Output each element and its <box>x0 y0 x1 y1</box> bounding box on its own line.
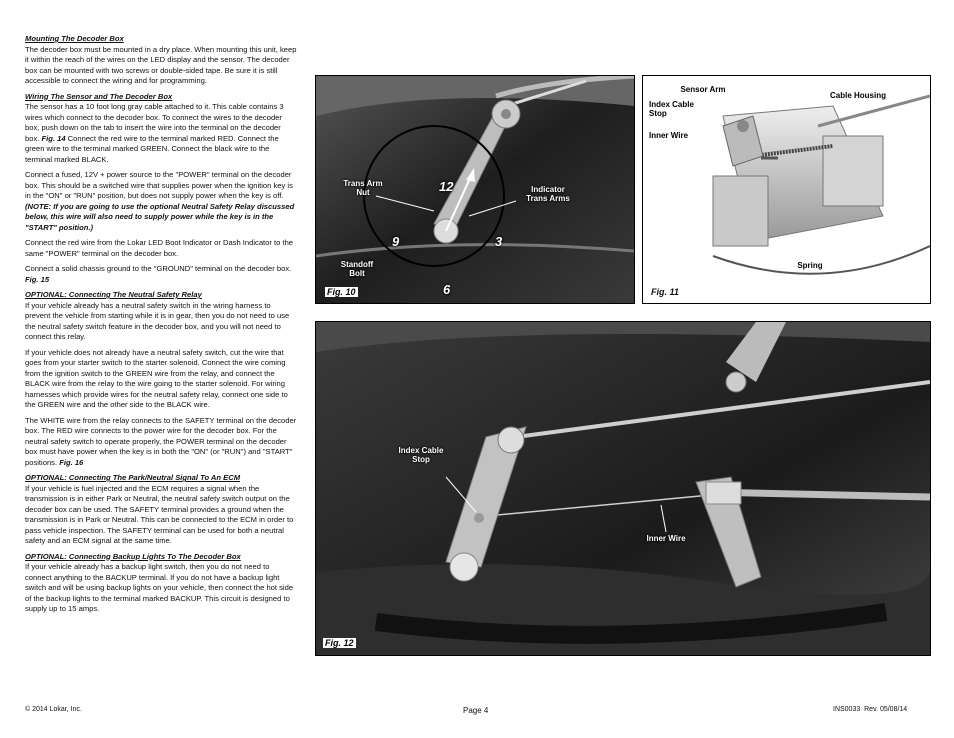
figure-label: Fig. 10 <box>327 287 356 297</box>
section-body: The WHITE wire from the relay connects to the SAFETY terminal on the decoder box. The RED wire connects to the power wire for the decoder box. For the neutral safety switch to operate properly, the POWER terminal on the decoder box must have power when the key is in both the "ON" (or "RUN") and "START" positions. <box>25 415 297 467</box>
section-body: If your vehicle already has a neutral safety switch in the wiring harness to prevent the vehicle from starting while it is in gear, then you do not need to use the neutral safety switch feature in the decoder box, and you will not need to connect this relay. <box>25 300 290 341</box>
paragraph <box>25 348 297 411</box>
callout-inner-wire: Inner Wire <box>646 534 686 543</box>
figure-reference: Fig. 14 <box>41 133 66 143</box>
paragraph <box>25 170 297 233</box>
section-title: OPTIONAL: Connecting The Park/Neutral Signal To An ECM <box>25 473 241 482</box>
note-text: (NOTE: If you are going to use the optional Neutral Safety Relay discussed below, this wire will also need to supply power while the key is in the "START" position.) <box>25 201 295 232</box>
section-mounting <box>25 34 297 87</box>
section-body: Connect a fused, 12V + power source to the "POWER" terminal on the decoder box. This should be a switched wire that supplies power when the ignition key is in the "ON" or "RUN" position, but does not supply power when the key is off. <box>25 170 293 200</box>
clock-3: 3 <box>495 234 503 249</box>
section-title: Mounting The Decoder Box <box>25 34 124 43</box>
footer-document-id: INS0033 Rev. 05/08/14 <box>833 706 908 713</box>
section-body: The sensor has a 10 foot long gray cable attached to it. This cable contains 3 wires which connect to the decoder box. To connect the wires to the decoder box, push down on the tab to insert the wire into the terminal on the decoder box. <box>25 102 284 143</box>
section-body: If your vehicle does not already have a neutral safety switch, cut the wire that goes from your starter switch to the starter solenoid. Connect the wire coming from the ignition switch to the GREEN wire from the relay, and connect the BLACK wire from the relay to the wire going to the starter solenoid. For wiring harnesses which provide wires for the neutral safety relay, connect one side to the GREEN wire and the other side to the BLACK wire. <box>25 347 288 409</box>
section-body: If your vehicle already has a backup light switch, then you do not need to connect anything to the BACKUP terminal. If you do not have a backup light switch and will be using backup lights on your vehicle, then connect the hot side of the backup lights to the terminal marked BACKUP. This circuit is designed to supply up to 15 amps. <box>25 562 294 613</box>
callout-index-cable-stop: Index Cable Stop <box>398 446 444 464</box>
section-title: OPTIONAL: Connecting Backup Lights To The Decoder Box <box>25 551 241 561</box>
footer-copyright: © 2014 Lokar, Inc. <box>25 706 82 713</box>
callout-standoff-bolt: Standoff Bolt <box>340 260 374 278</box>
figure-10-photo <box>315 75 635 304</box>
fig12-illustration <box>316 322 930 655</box>
figure-11-photo <box>642 75 931 304</box>
paragraph <box>25 264 297 285</box>
section-body: The decoder box must be mounted in a dry place. When mounting this unit, keep it within the reach of the wires on the LED display and the sensor. The decoder box can be mounted with two screws or double-sided tape. Be sure it is still accessible to connect the wiring and for programming. <box>25 44 297 85</box>
callout-spring: Spring <box>797 261 823 270</box>
figure-reference: Fig. 15 <box>25 274 50 284</box>
section-body: Connect the red wire from the Lokar LED Boot Indicator or Dash Indicator to the same "POWER" terminal on the decoder box. <box>25 238 294 258</box>
callout-index-cable-stop: Index Cable Stop <box>649 100 694 118</box>
section-title: Wiring The Sensor and The Decoder Box <box>25 91 173 101</box>
footer-page-number: Page 4 <box>463 706 489 715</box>
section-neutral-safety <box>25 290 297 343</box>
clock-12: 12 <box>439 179 454 194</box>
section-backup-lights <box>25 552 297 615</box>
callout-trans-arm-nut: Trans Arm Nut <box>343 179 383 197</box>
figure-label: Fig. 12 <box>325 638 354 648</box>
callout-indicator-trans-arms: Indicator Trans Arms <box>526 185 570 203</box>
clock-9: 9 <box>392 234 400 249</box>
figure-reference: Fig. 16 <box>59 457 84 467</box>
section-body: If your vehicle is fuel injected and the ECM requires a signal when the transmission is in either Park or Neutral, the neutral safety switch output on the decoder box can be used. The SAFETY terminal provides a ground when the transmission is in Park or Neutral. This can be connected to the ECM in order to pass vehicle inspection. The SAFETY terminal can be used for both a neutral safety and an ECM signal at the same time. <box>25 483 294 545</box>
section-body: Connect a solid chassis ground to the "GROUND" terminal on the decoder box. <box>25 264 292 273</box>
section-body: Connect the red wire to the terminal marked RED. Connect the green wire to the terminal marked GREEN. Connect the black wire to the terminal marked BLACK. <box>25 133 279 164</box>
section-title: OPTIONAL: Connecting The Neutral Safety Relay <box>25 290 202 299</box>
callout-sensor-arm: Sensor Arm <box>680 85 726 94</box>
paragraph <box>25 416 297 469</box>
callout-cable-housing: Cable Housing <box>829 91 886 100</box>
paragraph <box>25 238 297 259</box>
section-wiring <box>25 92 297 166</box>
instruction-text-column <box>25 34 297 620</box>
callout-inner-wire: Inner Wire <box>648 131 689 140</box>
section-ecm <box>25 473 297 547</box>
clock-6: 6 <box>443 282 451 297</box>
figure-12-photo <box>315 321 931 656</box>
figure-label: Fig. 11 <box>651 287 679 297</box>
